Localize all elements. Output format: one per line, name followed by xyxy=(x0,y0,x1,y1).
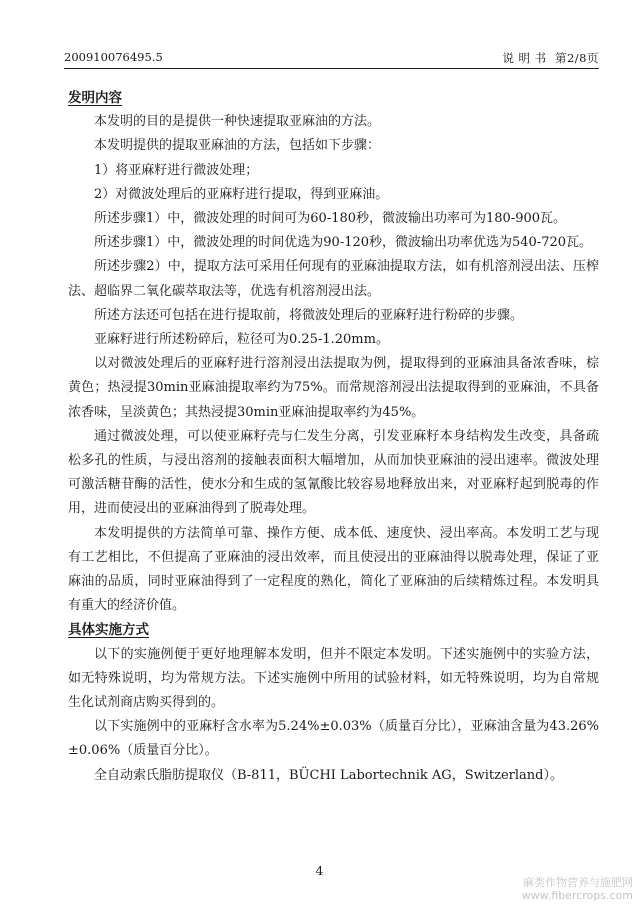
patent-number: 200910076495.5 xyxy=(64,50,163,64)
paragraph: 所述步骤1）中，微波处理的时间优选为90-120秒，微波输出功率优选为540-720瓦。 xyxy=(94,235,593,251)
page-label xyxy=(502,50,599,66)
paragraph: 以下的实施例便于更好地理解本发明，但并不限定本发明。下述实施例中的实验方法，如无特殊说明，均为常规方法。下述实施例中所用的试验材料，如无特殊说明，均为自常规生化试剂商店购买得到的。 xyxy=(68,646,599,711)
page-indicator: 第2/8页 xyxy=(554,51,599,65)
watermark-url: www.fibercrops.com xyxy=(521,889,633,902)
paragraph: 通过微波处理，可以使亚麻籽壳与仁发生分离，引发亚麻籽本身结构发生改变，具备疏松多孔的性质，与浸出溶剂的接触表面积大幅增加，从而加快亚麻油的浸出速率。微波处理可激活糖苷酶的活性，使水分和生成的氢氰酸比较容易地释放出来，对亚麻籽起到脱毒的作用，进而使浸出的亚麻油得到了脱毒处理。 xyxy=(68,428,599,517)
document-body xyxy=(68,86,599,788)
doc-label: 说 明 书 xyxy=(502,51,547,65)
page-header xyxy=(64,46,599,69)
paragraph: 所述步骤1）中，微波处理的时间可为60-180秒，微波输出功率可为180-900瓦。 xyxy=(94,211,567,227)
paragraph: 以下实施例中的亚麻籽含水率为5.24%±0.03%（质量百分比），亚麻油含量为43.26%±0.06%（质量百分比）。 xyxy=(68,719,599,759)
paragraph: 本发明提供的提取亚麻油的方法，包括如下步骤： xyxy=(94,138,381,154)
watermark-site-name: 麻类作物营养与施肥网 xyxy=(523,876,633,889)
paragraph: 2）对微波处理后的亚麻籽进行提取，得到亚麻油。 xyxy=(94,186,389,202)
paragraph: 本发明的目的是提供一种快速提取亚麻油的方法。 xyxy=(94,114,381,130)
paragraph: 所述步骤2）中，提取方法可采用任何现有的亚麻油提取方法，如有机溶剂浸出法、压榨法、超临界二氧化碳萃取法等，优选有机溶剂浸出法。 xyxy=(68,259,599,299)
paragraph: 所述方法还可包括在进行提取前，将微波处理后的亚麻籽进行粉碎的步骤。 xyxy=(94,307,524,323)
watermark xyxy=(522,876,633,902)
paragraph: 全自动索氏脂肪提取仪（B-811，BÜCHI Labortechnik AG，Switzerland）。 xyxy=(94,767,563,783)
paragraph: 亚麻籽进行所述粉碎后，粒径可为0.25-1.20mm。 xyxy=(94,332,389,348)
page-number: 4 xyxy=(315,864,324,878)
section-title-summary: 发明内容 xyxy=(68,90,122,106)
paragraph: 以对微波处理后的亚麻籽进行溶剂浸出法提取为例，提取得到的亚麻油具备浓香味，棕黄色；热浸提30min亚麻油提取率约为75%。而常规溶剂浸出法提取得到的亚麻油，不具备浓香味，呈淡黄色；其热浸提30min亚麻油提取率约为45%。 xyxy=(68,356,599,420)
section-title-embodiments: 具体实施方式 xyxy=(68,622,149,639)
paragraph: 1）将亚麻籽进行微波处理； xyxy=(94,162,259,178)
paragraph: 本发明提供的方法简单可靠、操作方便、成本低、速度快、浸出率高。本发明工艺与现有工艺相比，不但提高了亚麻油的浸出效率，而且使浸出的亚麻油得以脱毒处理，保证了亚麻油的品质，同时亚麻油得到了一定程度的熟化，简化了亚麻油的后续精炼过程。本发明具有重大的经济价值。 xyxy=(68,525,599,614)
